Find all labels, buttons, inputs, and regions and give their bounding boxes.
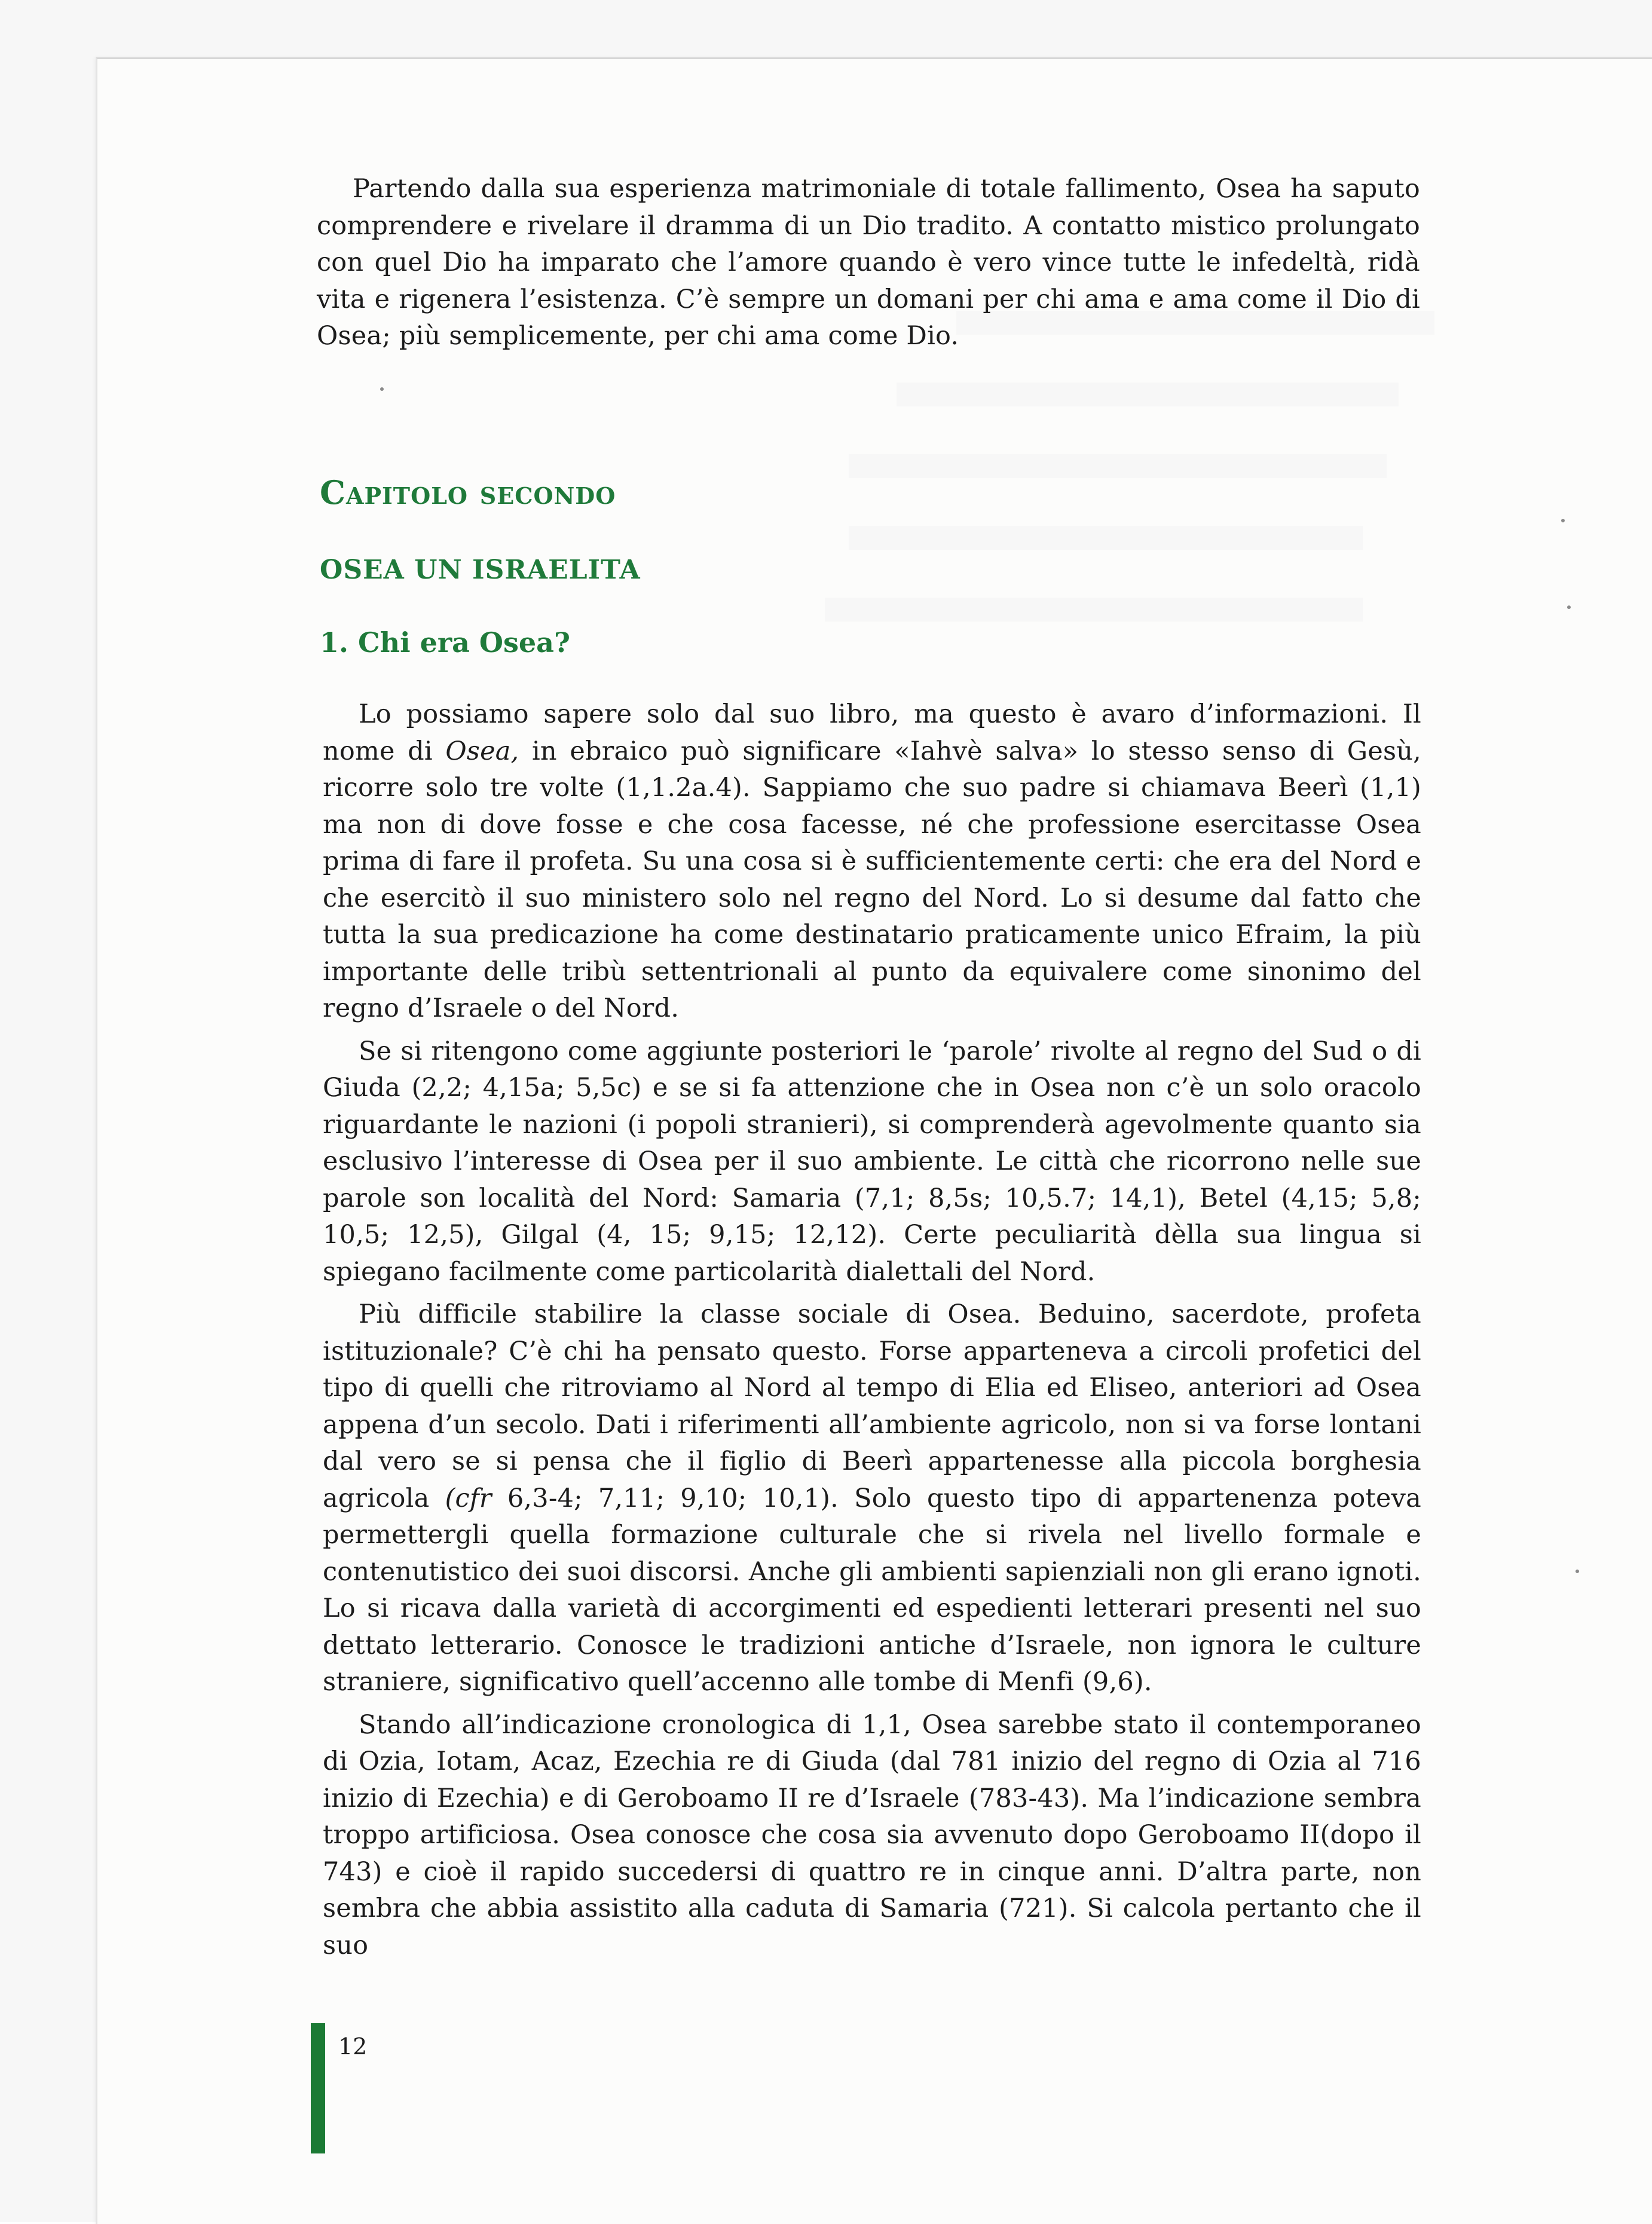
subsection-title: 1. Chi era Osea?	[320, 626, 570, 659]
chapter-title: Capitolo secondo	[320, 473, 616, 512]
body-section	[323, 696, 1421, 1964]
page-number: 12	[338, 2033, 368, 2060]
show-through-decoration	[897, 383, 1399, 406]
show-through-decoration	[825, 598, 1363, 622]
intro-paragraph: Partendo dalla sua esperienza matrimoniale di totale fallimento, Osea ha saputo comprendere e rivelare il dramma di un Dio tradito. A contatto mistico prolungato con quel Dio ha imparato che l’amore quando è vero vince tutte le infedeltà, ridà vita e rigenera l’esistenza. C’è sempre un domani per chi ama e ama come il Dio di Osea; più semplicemente, per chi ama come Dio.	[317, 174, 1420, 351]
speck	[1567, 605, 1571, 609]
intro-section	[317, 171, 1420, 355]
speck	[1575, 1570, 1579, 1573]
body-paragraph: Lo possiamo sapere solo dal suo libro, ma questo è avaro d’informazioni. Il nome di Osea, in ebraico può significare «Iahvè salva» lo stesso senso di Gesù, ricorre solo tre volte (1,1.2a.4). Sappiamo che suo padre si chiamava Beerì (1,1) ma non di dove fosse e che cosa facesse, né che professione esercitasse Osea prima di fare il profeta. Su una cosa si è sufficientemente certi: che era del Nord e che esercitò il suo ministero solo nel regno del Nord. Lo si desume dal fatto che tutta la sua predicazione ha come destinatario praticamente unico Efraim, la più importante delle tribù settentrionali al punto da equivalere come sinonimo del regno d’Israele o del Nord.	[323, 699, 1421, 1023]
body-paragraph: Stando all’indicazione cronologica di 1,1, Osea sarebbe stato il contemporaneo di Ozia, Iotam, Acaz, Ezechia re di Giuda (dal 781 inizio del regno di Ozia al 716 inizio di Ezechia) e di Geroboamo II re d’Israele (783-43). Ma l’indicazione sembra troppo artificiosa. Osea conosce che cosa sia avvenuto dopo Geroboamo II(dopo il 743) e cioè il rapido succedersi di quattro re in cinque anni. D’altra parte, non sembra che abbia assistito alla caduta di Samaria (721). Si calcola pertanto che il suo	[323, 1709, 1421, 1960]
section-title: OSEA UN ISRAELITA	[320, 555, 641, 585]
body-paragraph: Se si ritengono come aggiunte posteriori le ‘parole’ rivolte al regno del Sud o di Giuda (2,2; 4,15a; 5,5c) e se si fa attenzione che in Osea non c’è un solo oracolo riguardante le nazioni (i popoli stranieri), si comprenderà agevolmente quanto sia esclusivo l’interesse di Osea per il suo ambiente. Le città che ricorrono nelle sue parole son località del Nord: Samaria (7,1; 8,5s; 10,5.7; 14,1), Betel (4,15; 5,8; 10,5; 12,5), Gilgal (4, 15; 9,15; 12,12). Certe peculiarità dèlla sua lingua si spiegano facilmente come particolarità dialettali del Nord.	[323, 1036, 1421, 1287]
show-through-decoration	[849, 526, 1363, 550]
body-paragraph: Più difficile stabilire la classe sociale di Osea. Beduino, sacerdote, profeta istituzionale? C’è chi ha pensato questo. Forse apparteneva a circoli profetici del tipo di quelli che ritroviamo al Nord al tempo di Elia ed Eliseo, anteriori ad Osea appena d’un secolo. Dati i riferimenti all’ambiente agricolo, non si va forse lontani dal vero se si pensa che il figlio di Beerì appartenesse alla piccola borghesia agricola (cfr 6,3-4; 7,11; 9,10; 10,1). Solo questo tipo di appartenenza poteva permettergli quella formazione culturale che si rivela nel livello formale e contenutistico dei suoi discorsi. Anche gli ambienti sapienziali non gli erano ignoti. Lo si ricava dalla varietà di accorgimenti ed espedienti letterari presenti nel suo dettato letterario. Conosce le tradizioni antiche d’Israele, non ignora le culture straniere, significativo quell’accenno alle tombe di Menfi (9,6).	[323, 1299, 1421, 1697]
page-marker-bar	[311, 2023, 325, 2153]
show-through-decoration	[849, 454, 1387, 478]
speck	[380, 387, 384, 391]
speck	[1561, 519, 1565, 522]
